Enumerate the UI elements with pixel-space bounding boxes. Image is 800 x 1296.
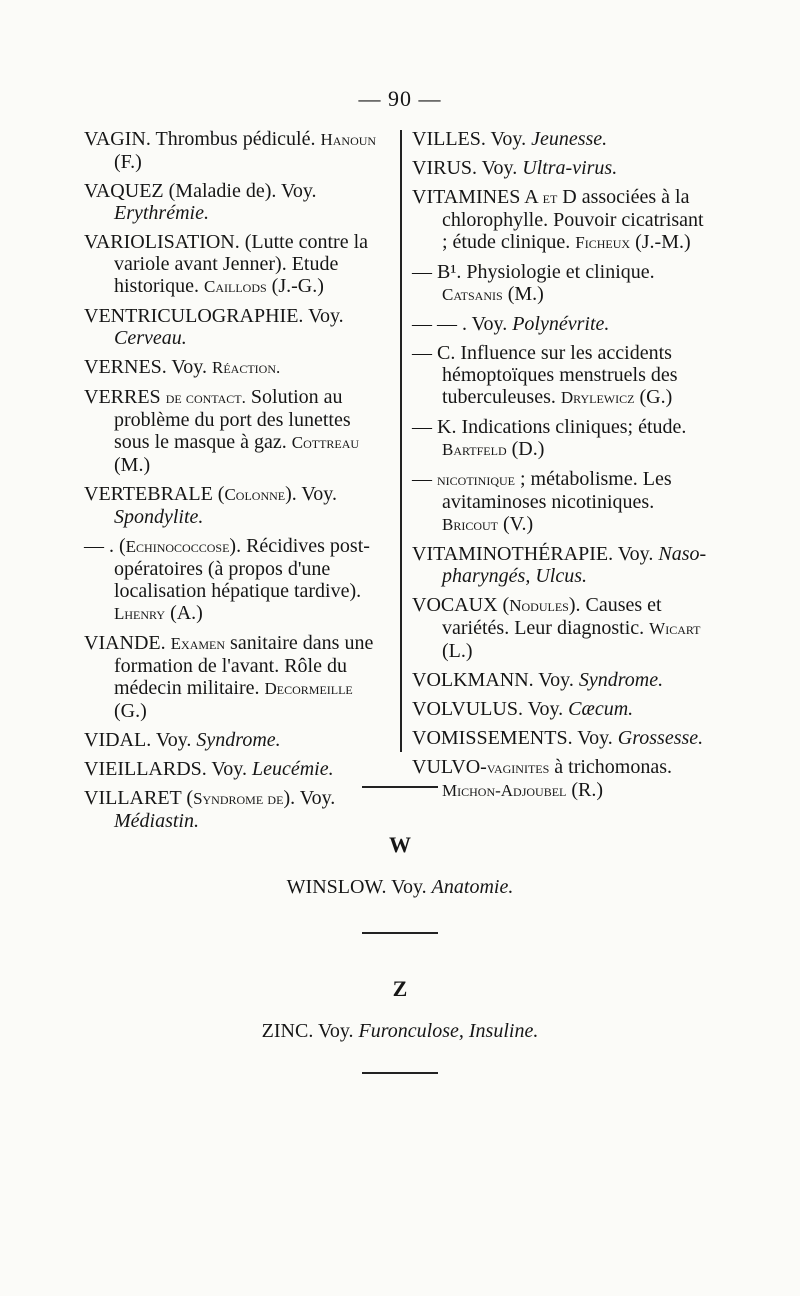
index-entry: — C. Influence sur les accidents hémoptoïques menstruels des tuberculeuses. Drylewicz (G.) — [412, 342, 678, 408]
index-entry: VITAMINOTHÉRAPIE. Voy. Naso-pharyngés, Ulcus. — [412, 543, 707, 587]
index-entry: VULVO-vaginites à trichomonas. Michon-Adjoubel (R.) — [412, 756, 673, 801]
index-entry: VERTEBRALE (Colonne). Voy. Spondylite. — [84, 483, 337, 528]
index-entry: VENTRICULOGRAPHIE. Voy. Cerveau. — [84, 305, 344, 349]
page-number: — 90 — — [358, 86, 442, 111]
index-entry: — nicotinique ; métabolisme. Les avitaminoses nicotiniques. Bricout (V.) — [412, 468, 672, 535]
index-entry: VAQUEZ (Maladie de). Voy. Erythrémie. — [84, 180, 317, 224]
index-entry: — K. Indications cliniques; étude. Bartfeld (D.) — [412, 416, 687, 460]
index-entry: VOLKMANN. Voy. Syndrome. — [412, 669, 664, 691]
index-entry: — . (Echinococcose). Récidives post-opératoires (à propos d'une localisation hépatique tardive). Lhenry (A.) — [84, 535, 370, 624]
index-entry-winslow: WINSLOW. Voy. Anatomie. — [286, 876, 514, 898]
index-entry: VARIOLISATION. (Lutte contre la variole avant Jenner). Etude historique. Caillods (J.-G.) — [84, 231, 369, 297]
index-entry: VERNES. Voy. Réaction. — [84, 356, 281, 378]
index-entry: VITAMINES A et D associées à la chlorophylle. Pouvoir cicatrisant ; étude clinique. Ficheux (J.-M.) — [412, 186, 704, 253]
index-entry-zinc: ZINC. Voy. Furonculose, Insuline. — [261, 1020, 539, 1042]
left-column — [84, 128, 390, 839]
section-letter-w: W — [389, 832, 411, 857]
index-entry: — B¹. Physiologie et clinique. Catsanis (M.) — [412, 261, 655, 305]
section-letter-z: Z — [392, 976, 408, 1001]
index-entry: VIDAL. Voy. Syndrome. — [84, 729, 281, 751]
section-rule — [362, 932, 438, 934]
index-entry: VIEILLARDS. Voy. Leucémie. — [84, 758, 334, 780]
column-divider — [400, 130, 402, 752]
index-entry: VOCAUX (Nodules). Causes et variétés. Leur diagnostic. Wicart (L.) — [412, 594, 701, 662]
index-entry: VIRUS. Voy. Ultra-virus. — [412, 157, 618, 179]
index-entry: VOMISSEMENTS. Voy. Grossesse. — [412, 727, 704, 749]
index-entry: VILLARET (Syndrome de). Voy. Médiastin. — [84, 787, 336, 832]
index-entry: VOLVULUS. Voy. Cæcum. — [412, 698, 634, 720]
index-entry: VIANDE. Examen sanitaire dans une formation de l'avant. Rôle du médecin militaire. Decormeille (G.) — [84, 632, 374, 722]
section-rule — [362, 786, 438, 788]
index-entry: VAGIN. Thrombus pédiculé. Hanoun (F.) — [84, 128, 377, 173]
index-entry: VERRES de contact. Solution au problème du port des lunettes sous le masque à gaz. Cottreau (M.) — [84, 386, 360, 476]
right-column — [412, 128, 712, 809]
index-entry: — — . Voy. Polynévrite. — [412, 313, 610, 335]
index-entry: VILLES. Voy. Jeunesse. — [412, 128, 608, 150]
section-rule — [362, 1072, 438, 1074]
